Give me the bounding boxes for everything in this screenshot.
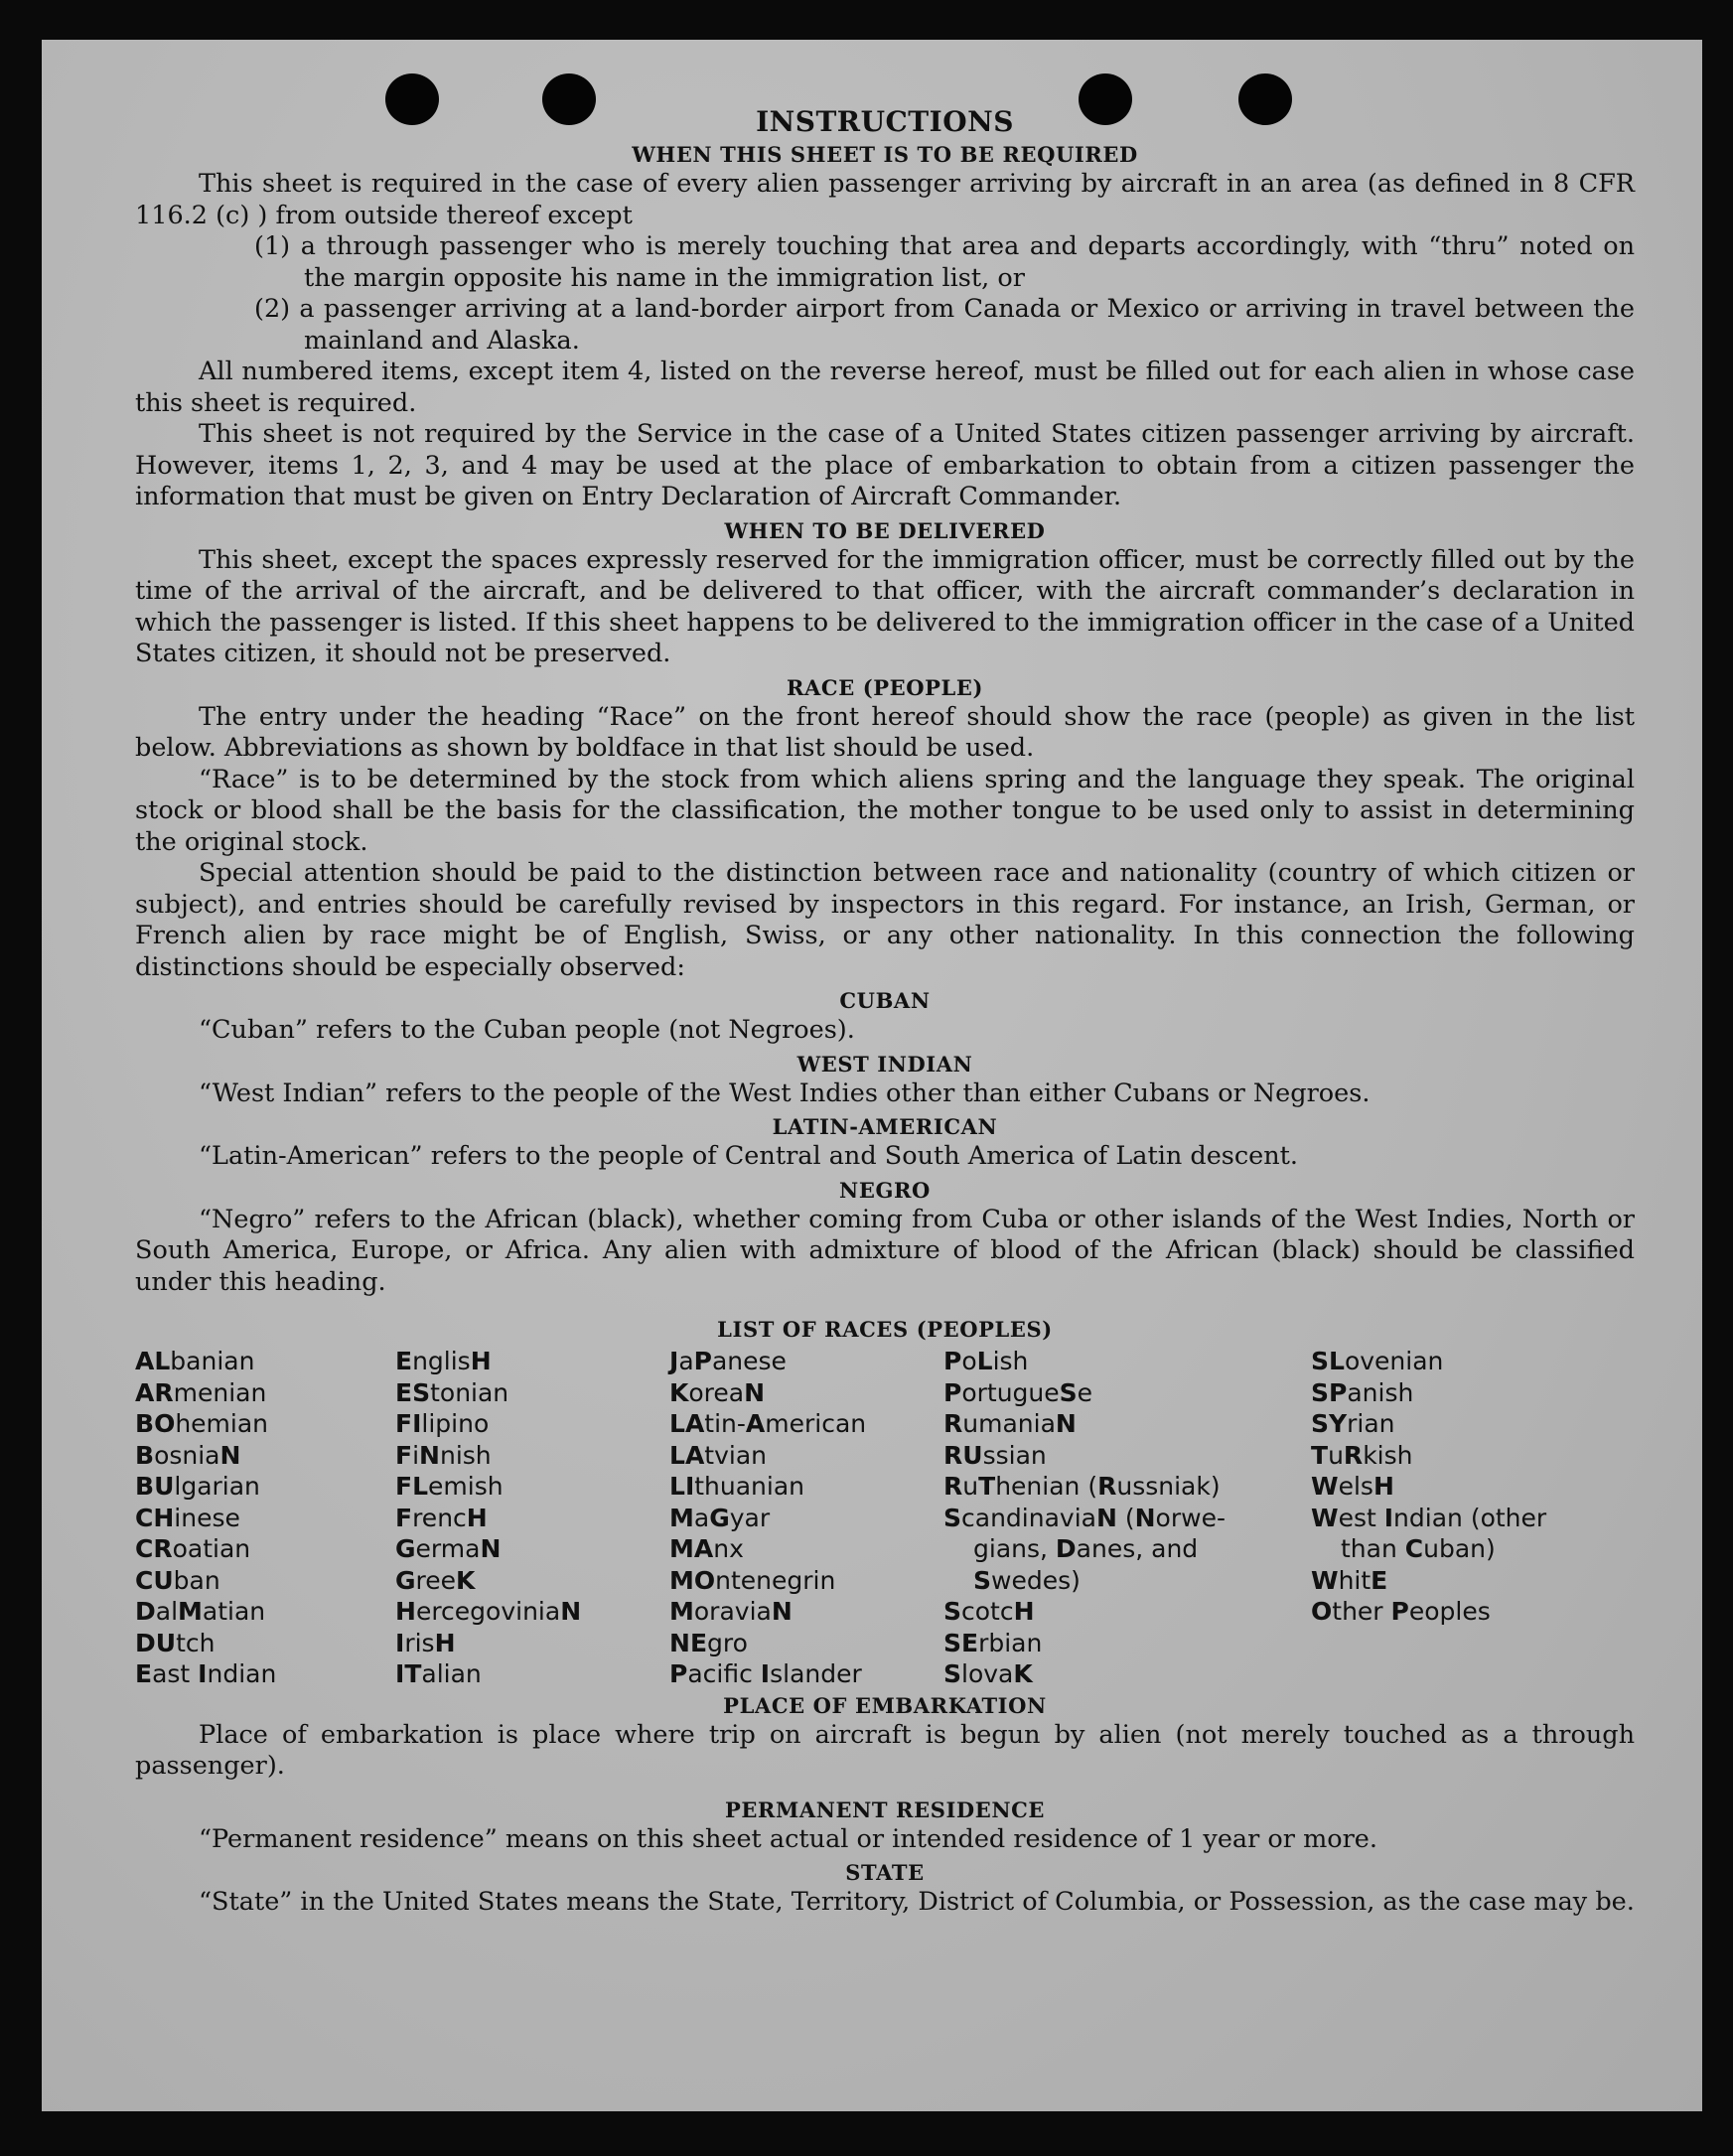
race-entry: PortugueSe	[943, 1377, 1093, 1407]
race-paragraph: Special attention should be paid to the distinction between race and nationality (country of which citizen or subject), and entries should be carefully revised by inspectors in this regard. For instance, an Irish, German, or French alien by race might be of English, Swiss, or any other nationality. In this connection the following distinctions should be especially observed:	[135, 858, 1635, 982]
race-column	[135, 1346, 395, 1690]
race-entry: BOhemian	[135, 1409, 269, 1438]
race-entry: East Indian	[135, 1659, 277, 1688]
race-entry: HercegoviniaN	[395, 1597, 582, 1626]
west-indian-heading: WEST INDIAN	[796, 1051, 973, 1077]
race-entry: BosniaN	[135, 1440, 241, 1470]
when-delivered-paragraph: This sheet, except the spaces expressly reserved for the immigration officer, must be correctly filled out by the time of the arrival of the aircraft, and be delivered to that officer, with the aircraft commander’s declaration in which the passenger is listed. If this sheet happens to be delivered to the immigration officer in the case of a United States citizen, it should not be preserved.	[135, 544, 1635, 668]
cuban-heading: CUBAN	[839, 988, 931, 1013]
race-entry: than Cuban)	[1341, 1534, 1496, 1563]
document-page	[42, 40, 1702, 2111]
race-paragraph: “Race” is to be determined by the stock from which aliens spring and the language they speak. The original stock or blood shall be the basis for the classification, the mother tongue to be used only to assist in determining the original stock.	[135, 764, 1635, 857]
when-delivered-heading: WHEN TO BE DELIVERED	[724, 517, 1046, 543]
list-of-races-heading: LIST OF RACES (PEOPLES)	[717, 1317, 1053, 1342]
race-entry: PoLish	[943, 1347, 1029, 1375]
race-entry: CRoatian	[135, 1534, 251, 1563]
list-of-races	[135, 1346, 1635, 1690]
race-entry: WhitE	[1311, 1565, 1388, 1595]
race-entry: FLemish	[395, 1472, 504, 1501]
state-text: “State” in the United States means the State, Territory, District of Columbia, or Possession, as the case may be.	[199, 1887, 1635, 1917]
race-entry: ScotcH	[943, 1597, 1035, 1626]
race-entry: MaGyar	[669, 1503, 771, 1532]
race-entry: FiNnish	[395, 1440, 492, 1470]
latin-american-text: “Latin-American” refers to the people of Central and South America of Latin descent.	[199, 1141, 1299, 1171]
race-entry: Other Peoples	[1311, 1597, 1491, 1626]
citizen-paragraph: This sheet is not required by the Service in the case of a United States citizen passenger arriving by aircraft. However, items 1, 2, 3, and 4 may be used at the place of embarkation to obtain from a citizen passenger the information that must be given on Entry Declaration of Aircraft Commander.	[135, 419, 1635, 511]
exception-item: (2) a passenger arriving at a land-border airport from Canada or Mexico or arriving in travel between the mainland and Alaska.	[254, 294, 1635, 356]
race-entry: SYrian	[1311, 1409, 1395, 1438]
race-entry: CHinese	[135, 1503, 240, 1532]
race-entry: EnglisH	[395, 1347, 492, 1375]
race-entry: GermaN	[395, 1534, 502, 1563]
race-entry: ALbanian	[135, 1347, 255, 1375]
race-column	[669, 1346, 943, 1690]
race-entry: IrisH	[395, 1628, 456, 1657]
cuban-text: “Cuban” refers to the Cuban people (not Negroes).	[199, 1015, 855, 1045]
negro-text: “Negro” refers to the African (black), whether coming from Cuba or other islands of the West Indies, North or South America, Europe, or Africa. Any alien with admixture of blood of the African (black) should be classified under this heading.	[135, 1204, 1635, 1297]
race-entry: Pacific Islander	[669, 1659, 862, 1688]
race-entry: FrencH	[395, 1503, 488, 1532]
race-entry: Swedes)	[973, 1565, 1081, 1595]
race-entry: RuThenian (Russniak)	[943, 1472, 1221, 1501]
race-column	[943, 1346, 1311, 1690]
race-entry: EStonian	[395, 1377, 509, 1407]
race-entry: CUban	[135, 1565, 220, 1595]
when-required-paragraph: This sheet is required in the case of every alien passenger arriving by aircraft in an area (as defined in 8 CFR 116.2 (c) ) from outside thereof except	[135, 169, 1635, 230]
race-entry: MoraviaN	[669, 1597, 793, 1626]
embarkation-heading: PLACE OF EMBARKATION	[723, 1692, 1047, 1718]
instructions-title: INSTRUCTIONS	[756, 105, 1014, 138]
race-entry: MOntenegrin	[669, 1565, 836, 1595]
embarkation-text: Place of embarkation is place where trip on aircraft is begun by alien (not merely touched as a through passenger).	[135, 1719, 1635, 1781]
race-entry: LAtvian	[669, 1440, 768, 1470]
negro-heading: NEGRO	[839, 1177, 931, 1203]
race-paragraph: The entry under the heading “Race” on the front hereof should show the race (people) as given in the list below. Abbreviations as shown by boldface in that list should be used.	[135, 701, 1635, 763]
residence-heading: PERMANENT RESIDENCE	[724, 1797, 1046, 1822]
race-entry: WelsH	[1311, 1472, 1394, 1501]
instructions-body	[135, 105, 1635, 1919]
when-required-heading: WHEN THIS SHEET IS TO BE REQUIRED	[632, 142, 1138, 167]
residence-text: “Permanent residence” means on this sheet actual or intended residence of 1 year or more.	[199, 1823, 1377, 1854]
race-entry: ARmenian	[135, 1377, 267, 1407]
race-entry: SLovenian	[1311, 1347, 1444, 1375]
race-entry: West Indian (other	[1311, 1503, 1547, 1532]
race-column	[395, 1346, 669, 1690]
race-heading: RACE (PEOPLE)	[786, 674, 984, 700]
race-entry: LAtin-American	[669, 1409, 867, 1438]
race-column	[1311, 1346, 1599, 1690]
race-entry: SErbian	[943, 1628, 1043, 1657]
latin-american-heading: LATIN-AMERICAN	[772, 1114, 998, 1139]
state-heading: STATE	[845, 1860, 925, 1885]
numbered-items-paragraph: All numbered items, except item 4, listed on the reverse hereof, must be filled out for each alien in whose case this sheet is required.	[135, 357, 1635, 418]
race-entry: RUssian	[943, 1440, 1047, 1470]
race-entry: ITalian	[395, 1659, 482, 1688]
race-entry: MAnx	[669, 1534, 744, 1563]
race-entry: DUtch	[135, 1628, 216, 1657]
race-entry: RumaniaN	[943, 1409, 1077, 1438]
race-entry: SlovaK	[943, 1659, 1033, 1688]
race-entry: gians, Danes, and	[973, 1534, 1199, 1563]
race-entry: LIthuanian	[669, 1472, 805, 1501]
race-entry: GreeK	[395, 1565, 476, 1595]
race-entry: SPanish	[1311, 1377, 1414, 1407]
race-entry: JaPanese	[669, 1347, 787, 1375]
race-entry: KoreaN	[669, 1377, 766, 1407]
race-entry: ScandinaviaN (Norwe-	[943, 1503, 1226, 1532]
west-indian-text: “West Indian” refers to the people of the West Indies other than either Cubans or Negroes.	[199, 1078, 1371, 1108]
race-entry: DalMatian	[135, 1597, 266, 1626]
race-entry: NEgro	[669, 1628, 748, 1657]
race-entry: BUlgarian	[135, 1472, 260, 1501]
race-entry: TuRkish	[1311, 1440, 1413, 1470]
race-entry: FIlipino	[395, 1409, 490, 1438]
exception-item: (1) a through passenger who is merely touching that area and departs accordingly, with “thru” noted on the margin opposite his name in the immigration list, or	[254, 231, 1635, 293]
